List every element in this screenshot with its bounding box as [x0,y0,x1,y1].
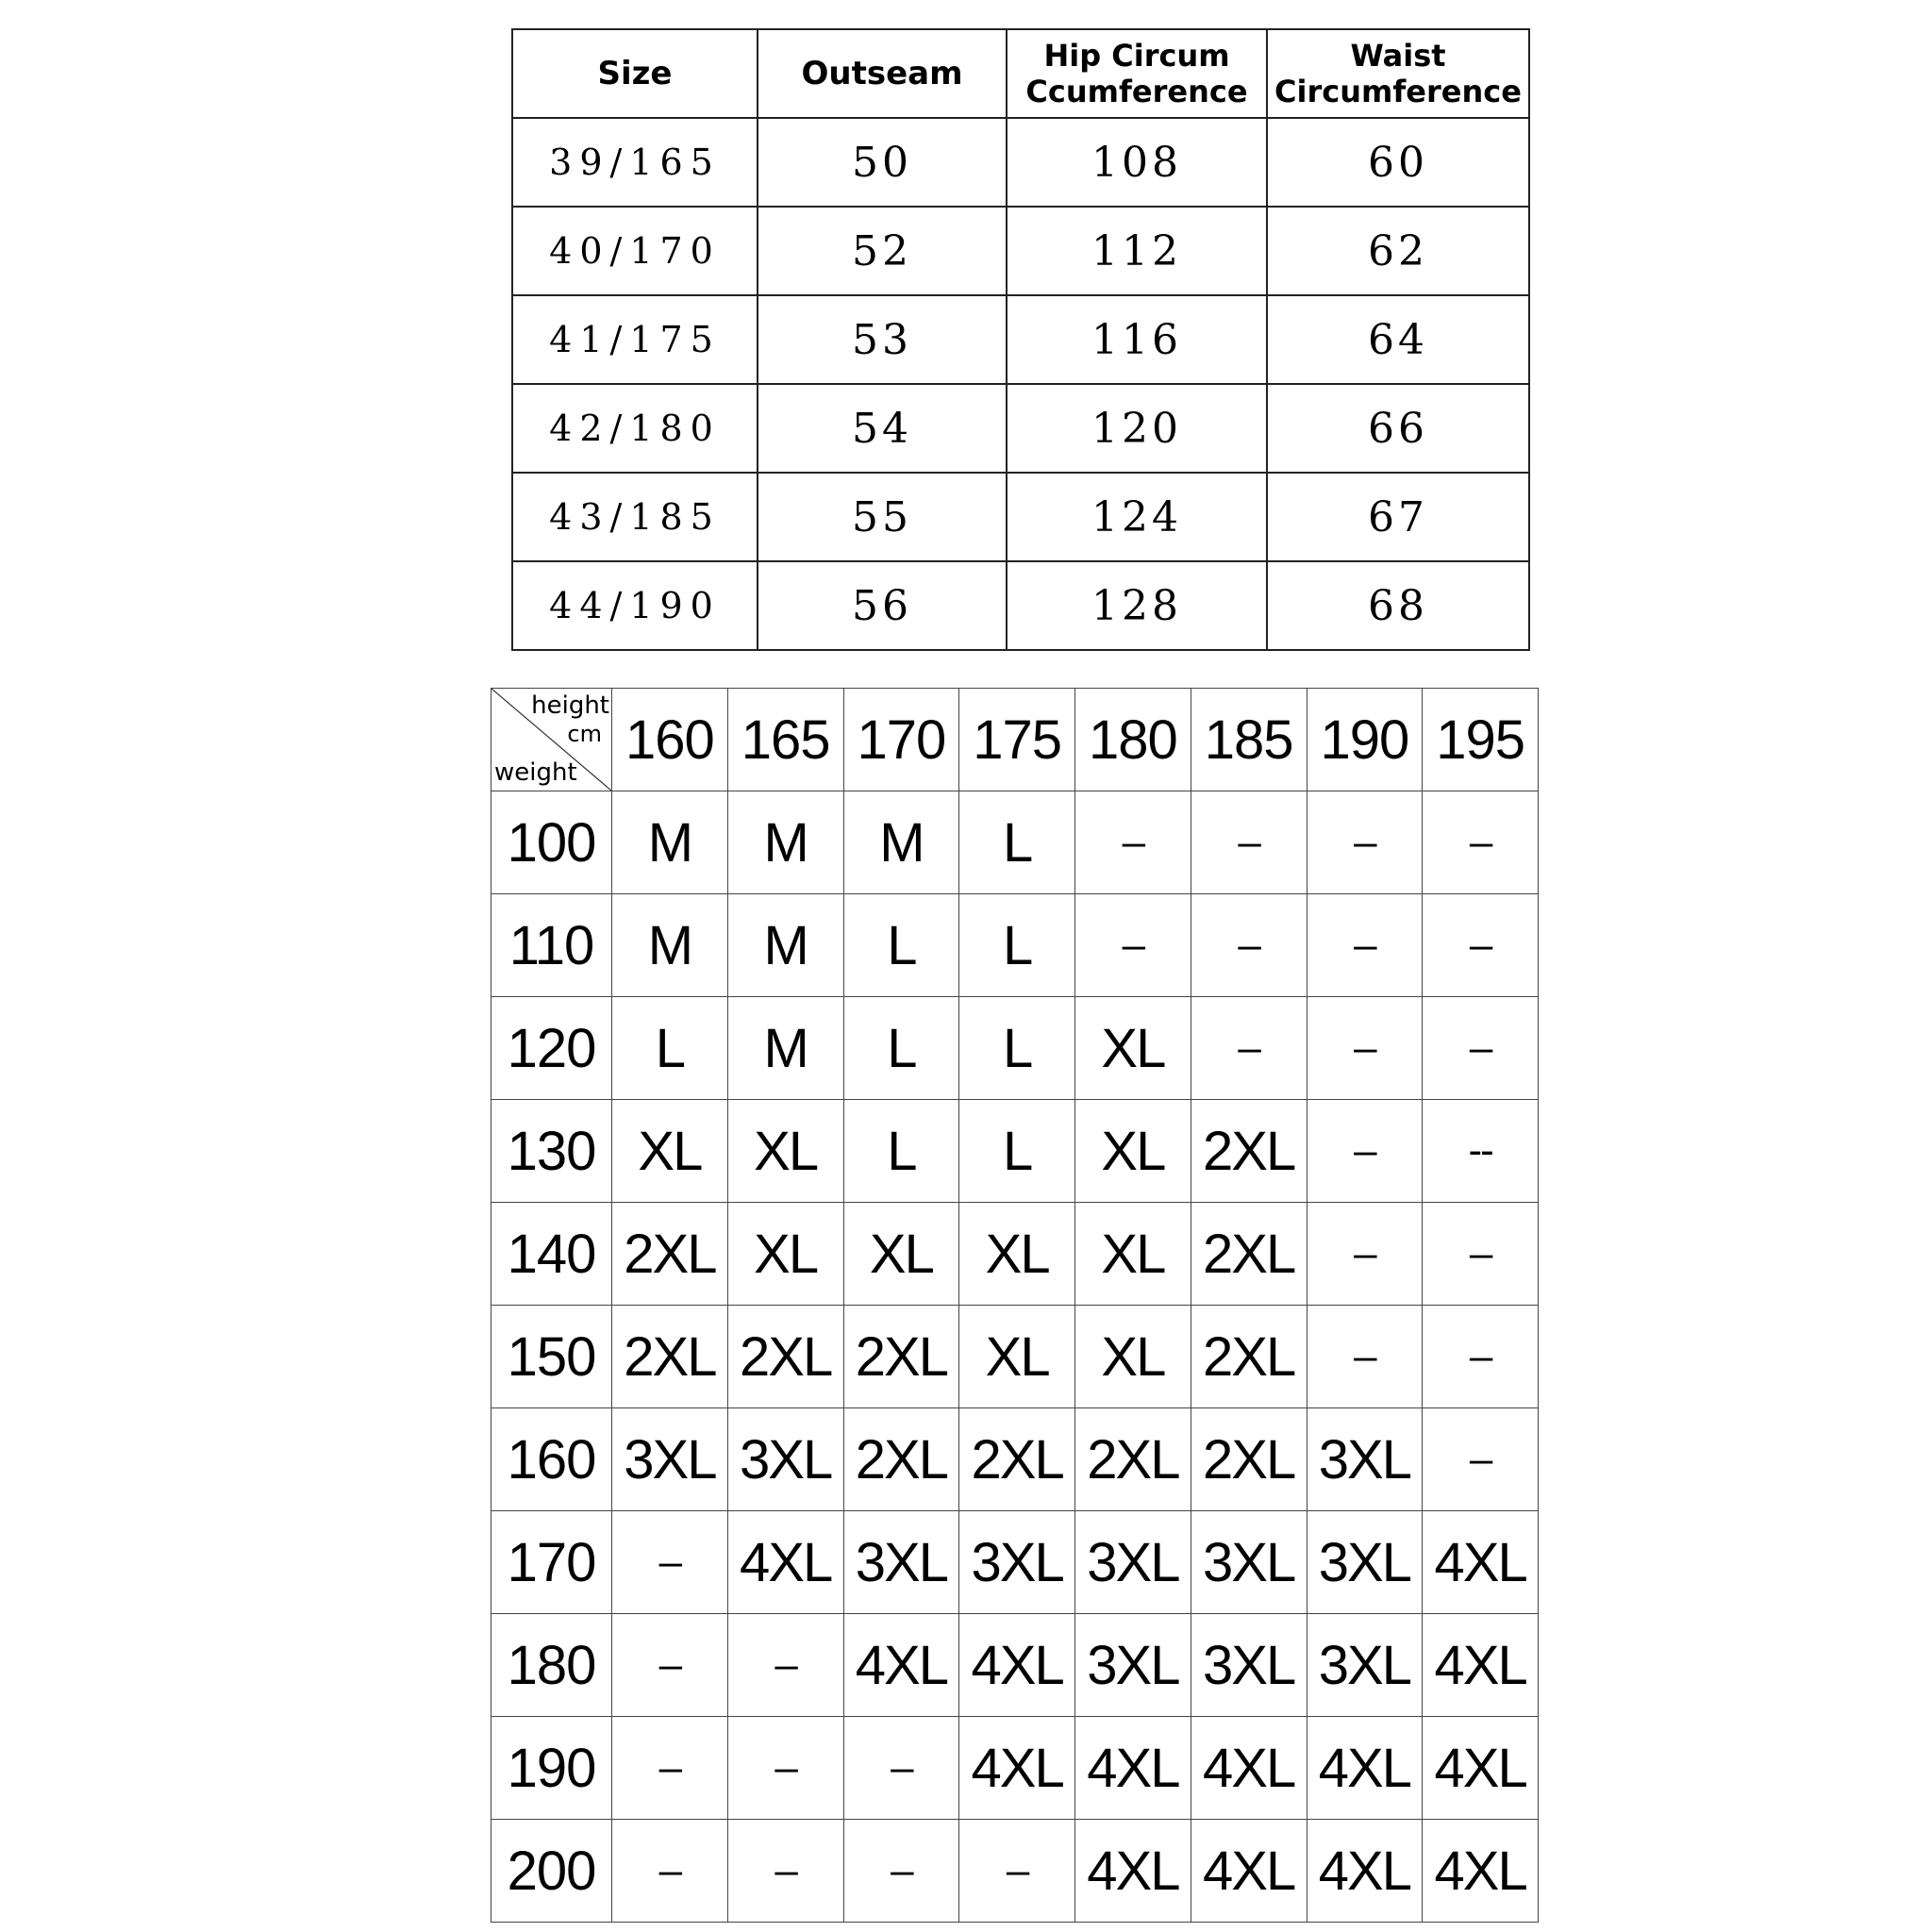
size-value-cell: 2XL [959,1408,1075,1511]
size-value-cell: – [1307,1100,1423,1203]
weight-header-cell: 130 [491,1100,612,1203]
size-value-cell: 3XL [1191,1511,1307,1614]
size-value-cell: -- [1423,1100,1539,1203]
size-value-cell: – [1075,791,1191,894]
size-value-cell: M [727,997,843,1100]
size-value-cell: – [843,1820,959,1923]
size-value-cell: – [1423,1306,1539,1408]
height-header-cell: 180 [1075,689,1191,791]
weight-header-cell: 200 [491,1820,612,1923]
size-value-cell: – [1191,894,1307,997]
header-waist-line1: Waist [1350,38,1446,74]
size-value-cell: – [1191,997,1307,1100]
weight-header-cell: 100 [491,791,612,894]
size-value-cell: 3XL [1307,1511,1423,1614]
size-chart-row [491,894,1539,997]
measurement-hip-cell: 116 [1007,295,1267,384]
size-value-cell: XL [1075,1203,1191,1306]
size-value-cell: M [727,894,843,997]
size-chart-row [491,1408,1539,1511]
size-value-cell: – [612,1820,728,1923]
size-chart-row [491,1717,1539,1820]
weight-header-cell: 160 [491,1408,612,1511]
size-value-cell: XL [727,1203,843,1306]
size-value-cell: 2XL [612,1306,728,1408]
size-value-cell: 3XL [1191,1614,1307,1717]
measurement-size-cell: 42/180 [512,384,758,473]
measurement-row [512,295,1529,384]
corner-unit-label: cm [567,721,602,747]
height-header-cell: 185 [1191,689,1307,791]
size-chart-table [491,688,1539,1923]
size-value-cell: M [843,791,959,894]
measurement-header-row [512,29,1529,118]
size-value-cell: XL [727,1100,843,1203]
size-value-cell: 4XL [1423,1717,1539,1820]
size-value-cell: 2XL [1191,1408,1307,1511]
size-chart-row [491,1820,1539,1923]
size-value-cell: 2XL [727,1306,843,1408]
measurement-outseam-cell: 50 [758,118,1007,207]
measurement-outseam-cell: 55 [758,473,1007,561]
size-value-cell: 3XL [959,1511,1075,1614]
size-value-cell: 4XL [727,1511,843,1614]
size-value-cell: – [1423,1203,1539,1306]
measurement-row [512,561,1529,650]
weight-header-cell: 110 [491,894,612,997]
size-value-cell: XL [612,1100,728,1203]
size-value-cell: L [843,997,959,1100]
measurement-table [511,28,1530,651]
size-chart-row [491,997,1539,1100]
size-value-cell: XL [1075,997,1191,1100]
size-value-cell: XL [959,1203,1075,1306]
measurement-hip-cell: 120 [1007,384,1267,473]
measurement-row [512,207,1529,295]
header-hip-line1: Hip Circum [1043,38,1230,74]
height-header-cell: 175 [959,689,1075,791]
measurement-outseam-cell: 53 [758,295,1007,384]
size-value-cell: – [1423,791,1539,894]
size-value-cell: L [959,997,1075,1100]
measurement-size-cell: 44/190 [512,561,758,650]
size-value-cell: L [612,997,728,1100]
size-chart-row [491,1100,1539,1203]
size-chart-row [491,1511,1539,1614]
size-value-cell: XL [959,1306,1075,1408]
header-hip-line2: Ccumference [1025,74,1248,109]
size-value-cell: 2XL [1191,1100,1307,1203]
size-value-cell: – [1307,894,1423,997]
measurement-row [512,384,1529,473]
weight-header-cell: 120 [491,997,612,1100]
size-value-cell: 3XL [1307,1614,1423,1717]
size-value-cell: XL [843,1203,959,1306]
size-value-cell: M [727,791,843,894]
measurement-waist-cell: 60 [1267,118,1529,207]
size-value-cell: 3XL [1075,1511,1191,1614]
size-value-cell: 2XL [843,1408,959,1511]
size-chart-row [491,1614,1539,1717]
measurement-waist-cell: 62 [1267,207,1529,295]
measurement-outseam-cell: 52 [758,207,1007,295]
size-value-cell: 2XL [1191,1203,1307,1306]
measurement-size-cell: 39/165 [512,118,758,207]
size-value-cell: – [1423,997,1539,1100]
weight-header-cell: 180 [491,1614,612,1717]
size-value-cell: 3XL [727,1408,843,1511]
measurement-hip-cell: 124 [1007,473,1267,561]
size-value-cell: 4XL [1191,1717,1307,1820]
weight-header-cell: 170 [491,1511,612,1614]
size-value-cell: 3XL [1075,1614,1191,1717]
size-value-cell: – [612,1511,728,1614]
measurement-waist-cell: 68 [1267,561,1529,650]
size-value-cell: 2XL [612,1203,728,1306]
measurement-size-cell: 40/170 [512,207,758,295]
size-value-cell: – [1307,997,1423,1100]
size-chart-body [491,791,1539,1923]
height-header-cell: 170 [843,689,959,791]
measurement-hip-cell: 112 [1007,207,1267,295]
size-value-cell: M [612,791,728,894]
measurement-outseam-cell: 54 [758,384,1007,473]
size-value-cell: L [959,894,1075,997]
size-value-cell: – [1423,1408,1539,1511]
size-value-cell: – [1307,1203,1423,1306]
size-value-cell: XL [1075,1100,1191,1203]
size-value-cell: – [727,1614,843,1717]
size-value-cell: – [727,1820,843,1923]
size-value-cell: 3XL [612,1408,728,1511]
size-value-cell: 4XL [1423,1614,1539,1717]
size-value-cell: 2XL [1191,1306,1307,1408]
height-header-cell: 195 [1423,689,1539,791]
size-value-cell: – [1191,791,1307,894]
size-value-cell: L [843,894,959,997]
size-value-cell: 4XL [1075,1820,1191,1923]
size-value-cell: – [1307,1306,1423,1408]
size-value-cell: – [843,1717,959,1820]
size-value-cell: 4XL [959,1614,1075,1717]
size-value-cell: 4XL [1423,1820,1539,1923]
size-value-cell: 2XL [843,1306,959,1408]
size-value-cell: 4XL [1191,1820,1307,1923]
header-size: Size [512,29,758,118]
height-header-cell: 190 [1307,689,1423,791]
height-header-cell: 160 [612,689,728,791]
size-value-cell: – [727,1717,843,1820]
size-value-cell: 4XL [1423,1511,1539,1614]
corner-weight-label: weight [494,758,577,787]
corner-height-label: height [531,691,609,720]
size-value-cell: – [612,1717,728,1820]
measurement-row [512,473,1529,561]
size-chart-row [491,791,1539,894]
measurement-waist-cell: 67 [1267,473,1529,561]
size-value-cell: XL [1075,1306,1191,1408]
size-value-cell: L [843,1100,959,1203]
size-value-cell: L [959,1100,1075,1203]
header-waist-circumference [1267,29,1529,118]
size-chart-row [491,1203,1539,1306]
height-header-cell: 165 [727,689,843,791]
measurement-size-cell: 43/185 [512,473,758,561]
size-value-cell: 3XL [1307,1408,1423,1511]
size-chart-header-row [491,689,1539,791]
measurement-size-cell: 41/175 [512,295,758,384]
size-value-cell: L [959,791,1075,894]
measurement-waist-cell: 64 [1267,295,1529,384]
size-value-cell: 4XL [843,1614,959,1717]
header-waist-line2: Circumference [1274,74,1522,109]
size-value-cell: 3XL [843,1511,959,1614]
measurement-row [512,118,1529,207]
size-value-cell: 2XL [1075,1408,1191,1511]
size-chart-row [491,1306,1539,1408]
size-value-cell: – [1423,894,1539,997]
size-value-cell: – [1075,894,1191,997]
measurement-table-body [512,118,1529,650]
measurement-hip-cell: 128 [1007,561,1267,650]
size-value-cell: – [1307,791,1423,894]
corner-cell [491,689,612,791]
weight-header-cell: 150 [491,1306,612,1408]
size-value-cell: – [612,1614,728,1717]
header-outseam: Outseam [758,29,1007,118]
size-value-cell: M [612,894,728,997]
size-value-cell: 4XL [1075,1717,1191,1820]
weight-header-cell: 190 [491,1717,612,1820]
measurement-outseam-cell: 56 [758,561,1007,650]
size-value-cell: – [959,1820,1075,1923]
weight-header-cell: 140 [491,1203,612,1306]
header-hip-circumference [1007,29,1267,118]
size-value-cell: 4XL [1307,1717,1423,1820]
measurement-hip-cell: 108 [1007,118,1267,207]
size-value-cell: 4XL [1307,1820,1423,1923]
size-value-cell: 4XL [959,1717,1075,1820]
measurement-waist-cell: 66 [1267,384,1529,473]
